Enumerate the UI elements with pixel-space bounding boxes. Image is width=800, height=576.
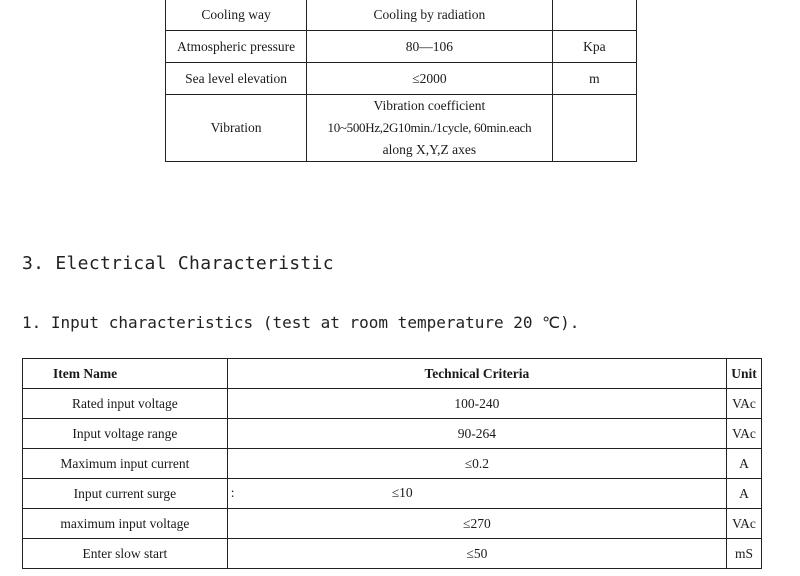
table-row [166,63,637,95]
criteria-line: Vibration coefficient [373,98,486,113]
item-cell: Enter slow start [23,539,228,569]
criteria-line: along X,Y,Z axes [382,142,477,157]
item-cell: Rated input voltage [23,389,228,419]
criteria-cell [307,95,553,162]
criteria-cell: 80—106 [307,31,553,63]
table-row [166,0,637,31]
criteria-cell [227,479,726,509]
header-unit: Unit [727,359,762,389]
unit-cell: mS [727,539,762,569]
table-row [23,389,762,419]
sub-heading: 1. Input characteristics (test at room temperature 20 ℃). [22,313,580,332]
table-row [166,95,637,162]
table-row [166,31,637,63]
unit-cell: Kpa [552,31,636,63]
unit-cell: VAc [727,389,762,419]
unit-cell: m [552,63,636,95]
criteria-prefix: : [230,485,235,500]
criteria-line: 10~500Hz,2G10min./1cycle, 60min.each [327,120,532,135]
criteria-cell: ≤50 [227,539,726,569]
criteria-cell: 100-240 [227,389,726,419]
table-row [23,509,762,539]
criteria-cell: ≤270 [227,509,726,539]
unit-cell: A [727,449,762,479]
environment-table [165,0,637,162]
section-heading: 3. Electrical Characteristic [22,253,334,274]
criteria-cell: 90-264 [227,419,726,449]
header-item-name: Item Name [23,359,228,389]
criteria-cell: Cooling by radiation [307,0,553,31]
item-cell: Maximum input current [23,449,228,479]
table-row [23,539,762,569]
criteria-value: ≤10 [391,485,413,500]
table-row [23,449,762,479]
item-cell: Cooling way [166,0,307,31]
input-characteristics-table [22,358,762,569]
item-cell: maximum input voltage [23,509,228,539]
unit-cell: VAc [727,419,762,449]
unit-cell: A [727,479,762,509]
unit-cell: VAc [727,509,762,539]
item-cell: Sea level elevation [166,63,307,95]
table-row [23,419,762,449]
header-technical-criteria: Technical Criteria [227,359,726,389]
criteria-cell: ≤0.2 [227,449,726,479]
table-row [23,479,762,509]
item-cell: Vibration [166,95,307,162]
unit-cell [552,0,636,31]
table-header-row [23,359,762,389]
unit-cell [552,95,636,162]
item-cell: Input voltage range [23,419,228,449]
criteria-cell: ≤2000 [307,63,553,95]
item-cell: Atmospheric pressure [166,31,307,63]
item-cell: Input current surge [23,479,228,509]
